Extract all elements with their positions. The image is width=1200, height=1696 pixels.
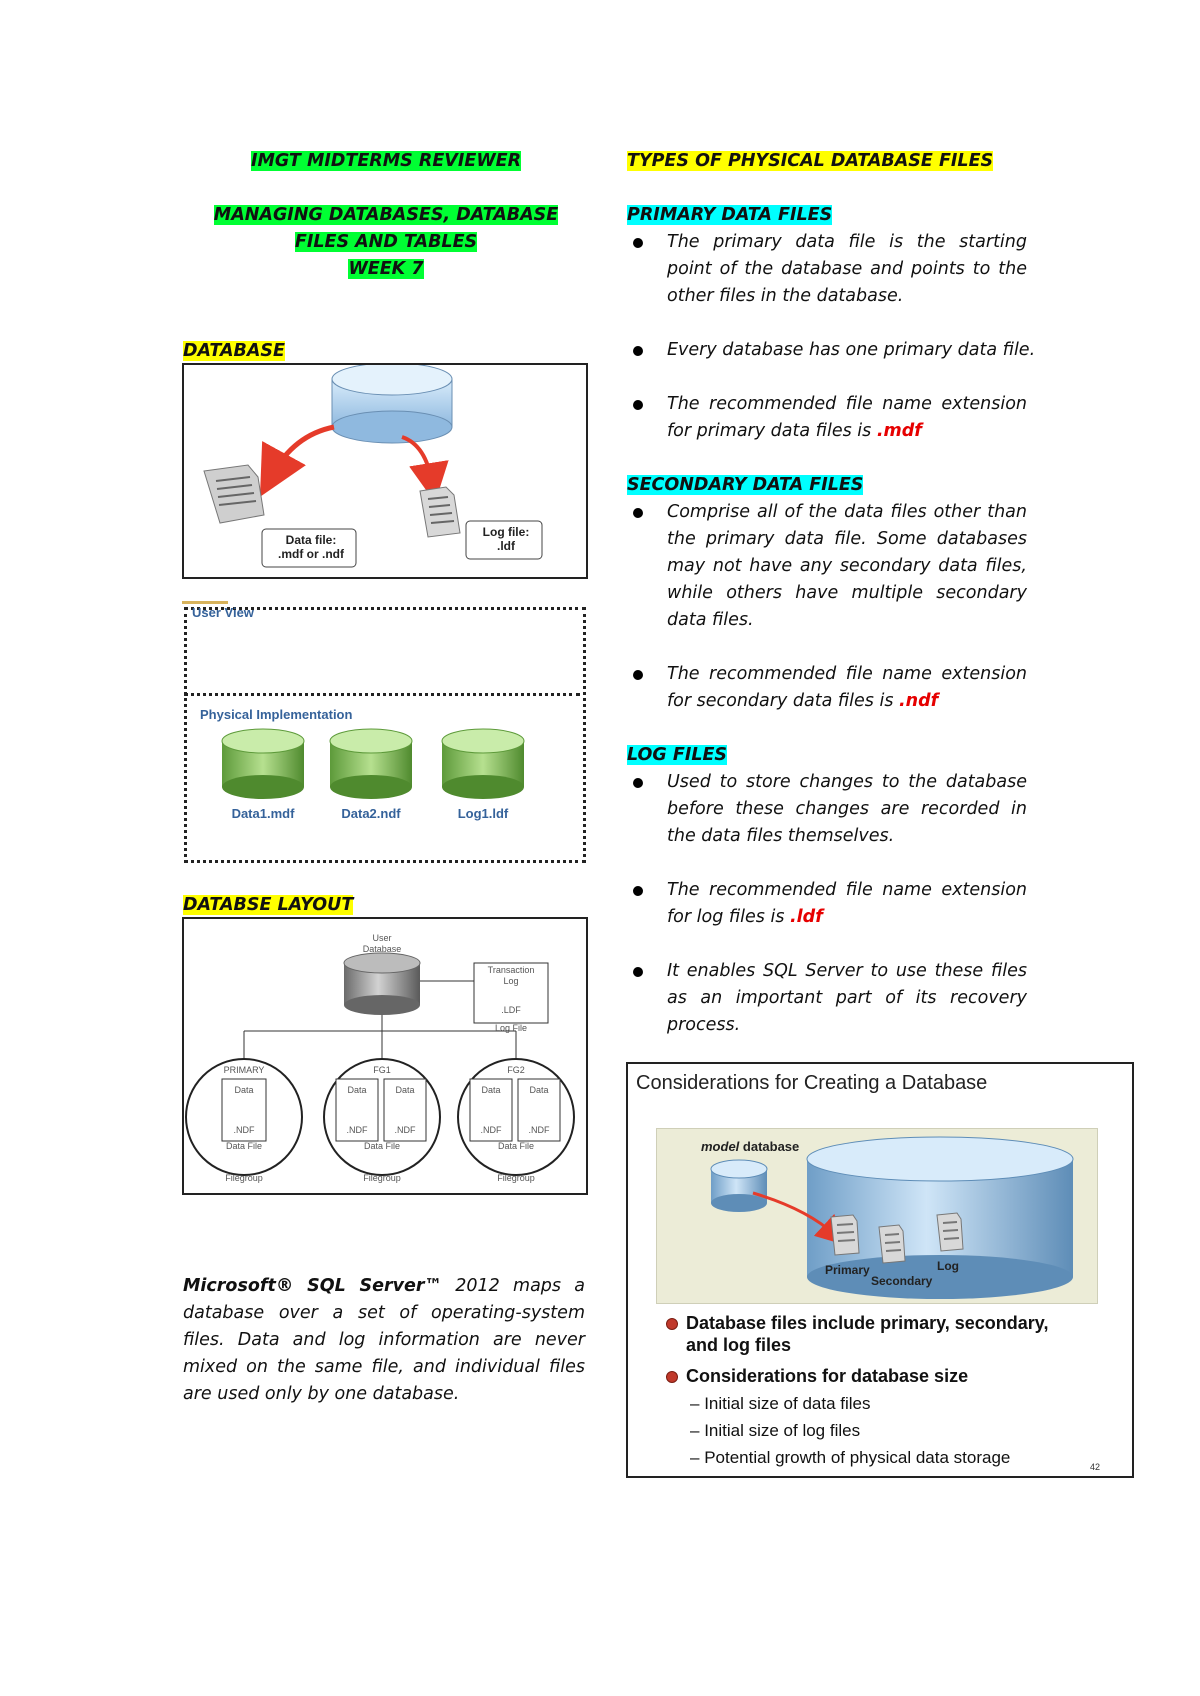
primary-filegroup-caption: Filegroup — [225, 1173, 263, 1183]
bullet-icon — [666, 1371, 678, 1383]
list-item: The recommended file name extension for primary data files is .mdf — [625, 391, 1027, 445]
transaction-log-label: Transaction Log — [487, 965, 535, 986]
model-database-cylinder-icon — [711, 1160, 767, 1212]
user-view-physical-figure — [182, 601, 584, 859]
doc-title: IMGT MIDTERMS REVIEWER — [250, 151, 522, 171]
primary-data-file-caption: Data File — [225, 1141, 262, 1151]
list-item: The recommended file name extension for secondary data files is .ndf — [625, 661, 1027, 715]
fg1-ext-label-2: .NDF — [394, 1125, 416, 1135]
list-item: It enables SQL Server to use these files as an important part of its recovery process. — [625, 958, 1027, 1039]
fg2-data-label-1: Data — [481, 1085, 501, 1095]
data-file-document-icon — [204, 465, 264, 523]
transaction-log-ext: .LDF — [501, 1005, 521, 1015]
log1-label: Log1.ldf — [457, 806, 509, 821]
database-layout-figure — [182, 917, 588, 1195]
data2-label: Data2.ndf — [341, 806, 401, 821]
layout-heading: DATABSE LAYOUT — [183, 895, 354, 915]
primary-label: Primary — [825, 1263, 870, 1277]
data2-cylinder-icon — [330, 729, 412, 799]
fg2-data-file-caption: Data File — [497, 1141, 534, 1151]
slide-bullet-1: Database files include primary, secondary, and log files — [666, 1312, 1048, 1356]
secondary-heading: SECONDARY DATA FILES — [627, 475, 864, 495]
database-files-figure — [182, 363, 588, 579]
data1-cylinder-icon — [222, 729, 304, 799]
fg2-group-name: FG2 — [507, 1065, 525, 1075]
fg1-ext-label-1: .NDF — [346, 1125, 368, 1135]
fg2-ext-label-2: .NDF — [528, 1125, 550, 1135]
user-database-cylinder-icon — [344, 953, 420, 1015]
log-label: Log — [937, 1259, 959, 1273]
types-heading: TYPES OF PHYSICAL DATABASE FILES — [627, 151, 994, 171]
list-item: Used to store changes to the database before these changes are recorded in the data files themselves. — [625, 769, 1027, 850]
doc-subtitle: MANAGING DATABASES, DATABASE FILES AND TABLES WEEK 7 — [213, 205, 559, 279]
fg1-filegroup-caption: Filegroup — [363, 1173, 401, 1183]
log-list — [625, 769, 1027, 850]
list-item: The recommended file name extension for log files is .ldf — [625, 877, 1027, 931]
primary-data-label: Data — [234, 1085, 254, 1095]
physical-implementation-label: Physical Implementation — [200, 707, 353, 722]
primary-list — [625, 229, 1027, 310]
slide-page-number: 42 — [1090, 1462, 1101, 1472]
slide-sub-3: – Potential growth of physical data storage — [690, 1448, 1011, 1467]
fg1-data-label-2: Data — [395, 1085, 415, 1095]
database-layout-diagram — [184, 919, 586, 1193]
slide-sub-2: – Initial size of log files — [690, 1421, 861, 1440]
secondary-list-2 — [625, 661, 1027, 715]
log-list-2 — [625, 877, 1027, 931]
sql-server-paragraph: Microsoft® SQL Server™ 2012 maps a database over a set of operating-system files. Data and log information are never mixed on the same file, and individual files are used only by one database. — [183, 1276, 585, 1404]
slide-title: Considerations for Creating a Database — [636, 1072, 988, 1094]
log-heading: LOG FILES — [627, 745, 728, 765]
fg2-ext-label-1: .NDF — [480, 1125, 502, 1135]
list-item: Comprise all of the data files other than the primary data file. Some databases may not have any secondary data files, while others have multiple secondary data files. — [625, 499, 1027, 634]
fg2-filegroup-caption: Filegroup — [497, 1173, 535, 1183]
considerations-slide — [626, 1062, 1134, 1478]
user-database-label: User Database — [362, 933, 402, 954]
list-item: The primary data file is the starting point of the database and points to the other files in the database. — [625, 229, 1027, 310]
list-item: Every database has one primary data file. — [625, 337, 1045, 364]
fg2-data-label-2: Data — [529, 1085, 549, 1095]
fg1-group-name: FG1 — [373, 1065, 391, 1075]
slide-diagram-panel — [656, 1128, 1098, 1304]
log-file-document-icon — [420, 487, 460, 537]
database-cylinder-icon — [332, 365, 452, 443]
primary-list-3 — [625, 391, 1027, 445]
fg1-data-label-1: Data — [347, 1085, 367, 1095]
log1-cylinder-icon — [442, 729, 524, 799]
log-list-3 — [625, 958, 1027, 1039]
bullet-icon — [666, 1318, 678, 1330]
primary-ext-label: .NDF — [233, 1125, 255, 1135]
user-view-label: User View — [192, 605, 254, 620]
fg1-data-file-caption: Data File — [363, 1141, 400, 1151]
database-heading: DATABASE — [183, 341, 285, 361]
log-file-label: Log file: .ldf — [482, 525, 530, 553]
secondary-file-icon — [879, 1225, 905, 1263]
model-database-label: model database — [701, 1139, 800, 1154]
primary-file-icon — [831, 1215, 859, 1255]
primary-heading: PRIMARY DATA FILES — [627, 205, 833, 225]
slide-bullet-2: Considerations for database size — [666, 1366, 968, 1387]
log-file-caption: Log File — [494, 1023, 528, 1033]
secondary-list — [625, 499, 1027, 634]
data1-label: Data1.mdf — [231, 806, 295, 821]
log-file-icon — [937, 1213, 963, 1251]
secondary-label: Secondary — [871, 1274, 933, 1288]
slide-sub-1: – Initial size of data files — [690, 1394, 871, 1413]
data-file-label: Data file: .mdf or .ndf — [278, 533, 344, 561]
primary-group-name: PRIMARY — [223, 1065, 265, 1075]
primary-list-2 — [625, 337, 1045, 364]
